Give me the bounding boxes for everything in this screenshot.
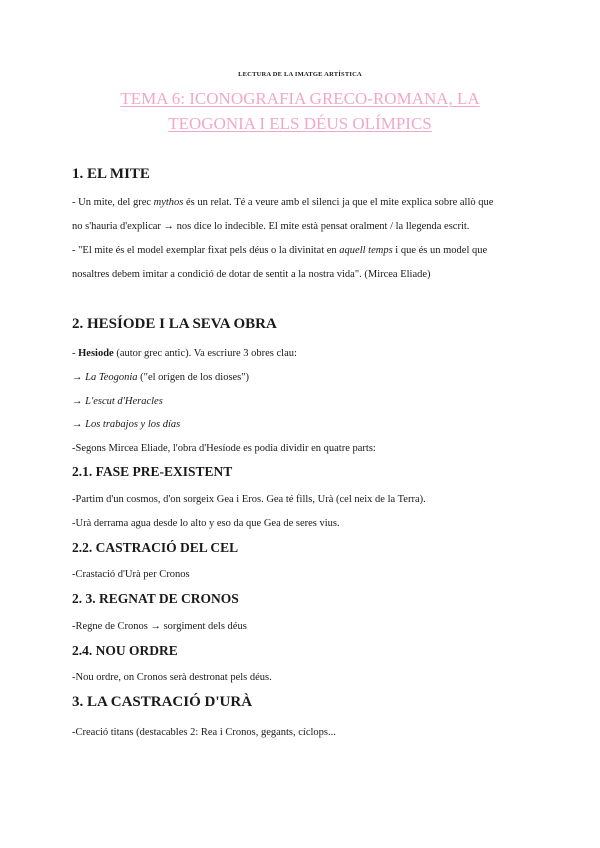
arrow-icon: → (72, 396, 86, 407)
subsection-2-4-heading: 2.4. NOU ORDRE (72, 643, 178, 658)
text: és un relat. Té a veure amb el silenci ja que el mite explica sobre allò que (183, 197, 494, 208)
subsection-2-2-heading: 2.2. CASTRACIÓ DEL CEL (72, 540, 239, 555)
section-2-parts-intro: -Segons Mircea Eliade, l'obra d'Hesíode es podia dividir en quatre parts: (72, 443, 376, 454)
work-item-escut (72, 395, 532, 409)
title-line-2: TEOGONIA I ELS DÉUS OLÍMPICS (168, 114, 432, 133)
work-title: La Teogonia (85, 372, 138, 383)
hesiode-name: Hesiode (78, 348, 114, 359)
subsection-2-3-heading: 2. 3. REGNAT DE CRONOS (72, 591, 239, 606)
subsection-2-1-heading: 2.1. FASE PRE-EXISTENT (72, 464, 233, 479)
section-1-heading: 1. EL MITE (72, 166, 150, 182)
subsection-2-1-line-1: -Partim d'un cosmos, d'on sorgeix Gea i Eros. Gea té fills, Urà (cel neix de la Terra). (72, 494, 426, 505)
work-item-teogonia (72, 371, 532, 385)
subsection-2-4-line-1: -Nou ordre, on Cronos serà destronat pels déus. (72, 672, 272, 683)
subsection-2-1-line-2: -Urà derrama agua desde lo alto y eso da que Gea de seres vius. (72, 518, 340, 529)
document-title (90, 86, 510, 136)
mythos-term: mythos (153, 197, 184, 208)
section-2-intro (72, 347, 532, 361)
text: - (72, 348, 79, 359)
section-1-paragraph-line-2: no s'hauria d'explicar → nos dice lo indecible. El mite està pensat oralment / la llegenda escrit. (72, 221, 470, 232)
arrow-icon: → (72, 419, 86, 430)
section-3-heading: 3. LA CASTRACIÓ D'URÀ (72, 694, 253, 710)
arrow-icon: → (72, 372, 86, 383)
section-1-paragraph-line-1 (72, 196, 532, 210)
text: - Un mite, del grec (72, 197, 154, 208)
text: i que és un model que (392, 245, 488, 256)
section-1-quote-line-1 (72, 244, 532, 258)
section-1-quote-line-2: nosaltres debem imitar a condició de dotar de sentit a la nostra vida". (Mircea Eliade) (72, 269, 431, 280)
subsection-2-2-line-1: -Crastació d'Urà per Cronos (72, 569, 190, 580)
text: - "El mite és el model exemplar fixat pels déus o la divinitat en (72, 245, 340, 256)
work-title: L'escut d'Heracles (85, 396, 163, 407)
work-title: Los trabajos y los días (85, 419, 181, 430)
work-item-trabajos (72, 418, 532, 432)
section-2-heading: 2. HESÍODE I LA SEVA OBRA (72, 316, 277, 332)
title-line-1: TEMA 6: ICONOGRAFIA GRECO-ROMANA, LA (120, 89, 480, 108)
section-3-line-1: -Creació titans (destacables 2: Rea i Cronos, gegants, cíclops... (72, 727, 336, 738)
aquell-temps-term: aquell temps (339, 245, 393, 256)
text: ("el orígen de los dioses") (137, 372, 250, 383)
document-header: LECTURA DE LA IMATGE ARTÍSTICA (238, 71, 362, 78)
subsection-2-3-line-1: -Regne de Cronos → sorgiment dels déus (72, 621, 247, 632)
text: (autor grec antic). Va escriure 3 obres clau: (113, 348, 297, 359)
